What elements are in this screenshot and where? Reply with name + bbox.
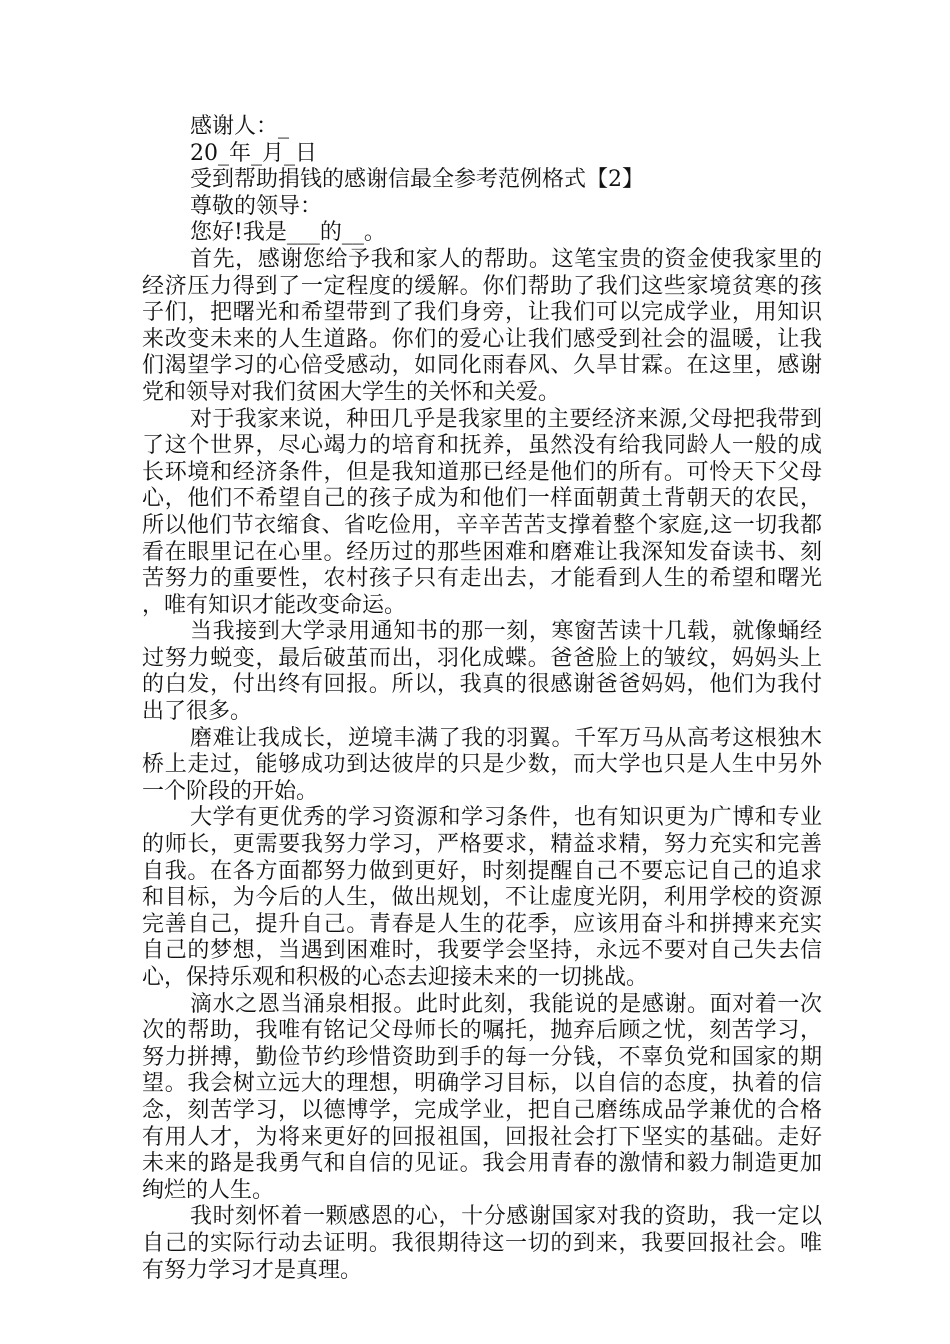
paragraph: 首先，感谢您给予我和家人的帮助。这笔宝贵的资金使我家里的经济压力得到了一定程度的缓解。你们帮助了我们这些家境贫寒的孩子们，把曙光和希望带到了我们身旁，让我们可以完成学业，用知识来改变未来的人生道路。你们的爱心让我们感受到社会的温暖，让我们渴望学习的心倍受感动，如同化雨春风、久旱甘霖。在这里，感谢党和领导对我们贫困大学生的关怀和关爱。 xyxy=(142,246,822,405)
greeting: 您好!我是___的__。 xyxy=(190,220,386,246)
paragraph: 磨难让我成长，逆境丰满了我的羽翼。千军万马从高考这根独木桥上走过，能够成功到达彼岸的只是少数，而大学也只是人生中另外一个阶段的开始。 xyxy=(142,725,822,804)
salutation: 尊敬的领导： xyxy=(190,193,323,219)
signature-line: 感谢人：_ xyxy=(190,114,290,139)
paragraph: 大学有更优秀的学习资源和学习条件，也有知识更为广博和专业的师长，更需要我努力学习，严格要求，精益求精，努力充实和完善自我。在各方面都努力做到更好，时刻提醒自己不要忘记自己的追求和目标，为今后的人生，做出规划，不让虚度光阴，利用学校的资源完善自己，提升自己。青春是人生的花季，应该用奋斗和拼搏来充实自己的梦想，当遇到困难时，我要学会坚持，永远不要对自己失去信心，保持乐观和积极的心态去迎接未来的一切挑战。 xyxy=(142,805,822,990)
paragraph: 滴水之恩当涌泉相报。此时此刻，我能说的是感谢。面对着一次次的帮助，我唯有铭记父母师长的嘱托，抛弃后顾之忧，刻苦学习，努力拼搏，勤俭节约珍惜资助到手的每一分钱，不辜负党和国家的期望。我会树立远大的理想，明确学习目标，以自信的态度，执着的信念，刻苦学习，以德博学，完成学业，把自己磨练成品学兼优的合格有用人才，为将来更好的回报祖国，回报社会打下坚实的基础。走好未来的路是我勇气和自信的见证。我会用青春的激情和毅力制造更加绚烂的人生。 xyxy=(142,991,822,1203)
paragraph: 我时刻怀着一颗感恩的心，十分感谢国家对我的资助，我一定以自己的实际行动去证明。我很期待这一切的到来，我要回报社会。唯有努力学习才是真理。 xyxy=(142,1204,822,1283)
paragraph: 当我接到大学录用通知书的那一刻，寒窗苦读十几载，就像蛹经过努力蜕变，最后破茧而出，羽化成蝶。爸爸脸上的皱纹，妈妈头上的白发，付出终有回报。所以，我真的很感谢爸爸妈妈，他们为我付出了很多。 xyxy=(142,619,822,725)
letter-body xyxy=(142,114,822,1284)
date-line: 20_年_月_日 xyxy=(190,140,317,166)
paragraph: 对于我家来说，种田几乎是我家里的主要经济来源,父母把我带到了这个世界，尽心竭力的培育和抚养，虽然没有给我同龄人一般的成长环境和经济条件，但是我知道那已经是他们的所有。可怜天下父母心，他们不希望自己的孩子成为和他们一样面朝黄土背朝天的农民，所以他们节衣缩食、省吃俭用，辛辛苦苦支撑着整个家庭,这一切我都看在眼里记在心里。经历过的那些困难和磨难让我深知发奋读书、刻苦努力的重要性，农村孩子只有走出去，才能看到人生的希望和曙光，唯有知识才能改变命运。 xyxy=(142,406,822,618)
letter-title: 受到帮助捐钱的感谢信最全参考范例格式【2】 xyxy=(190,167,644,193)
